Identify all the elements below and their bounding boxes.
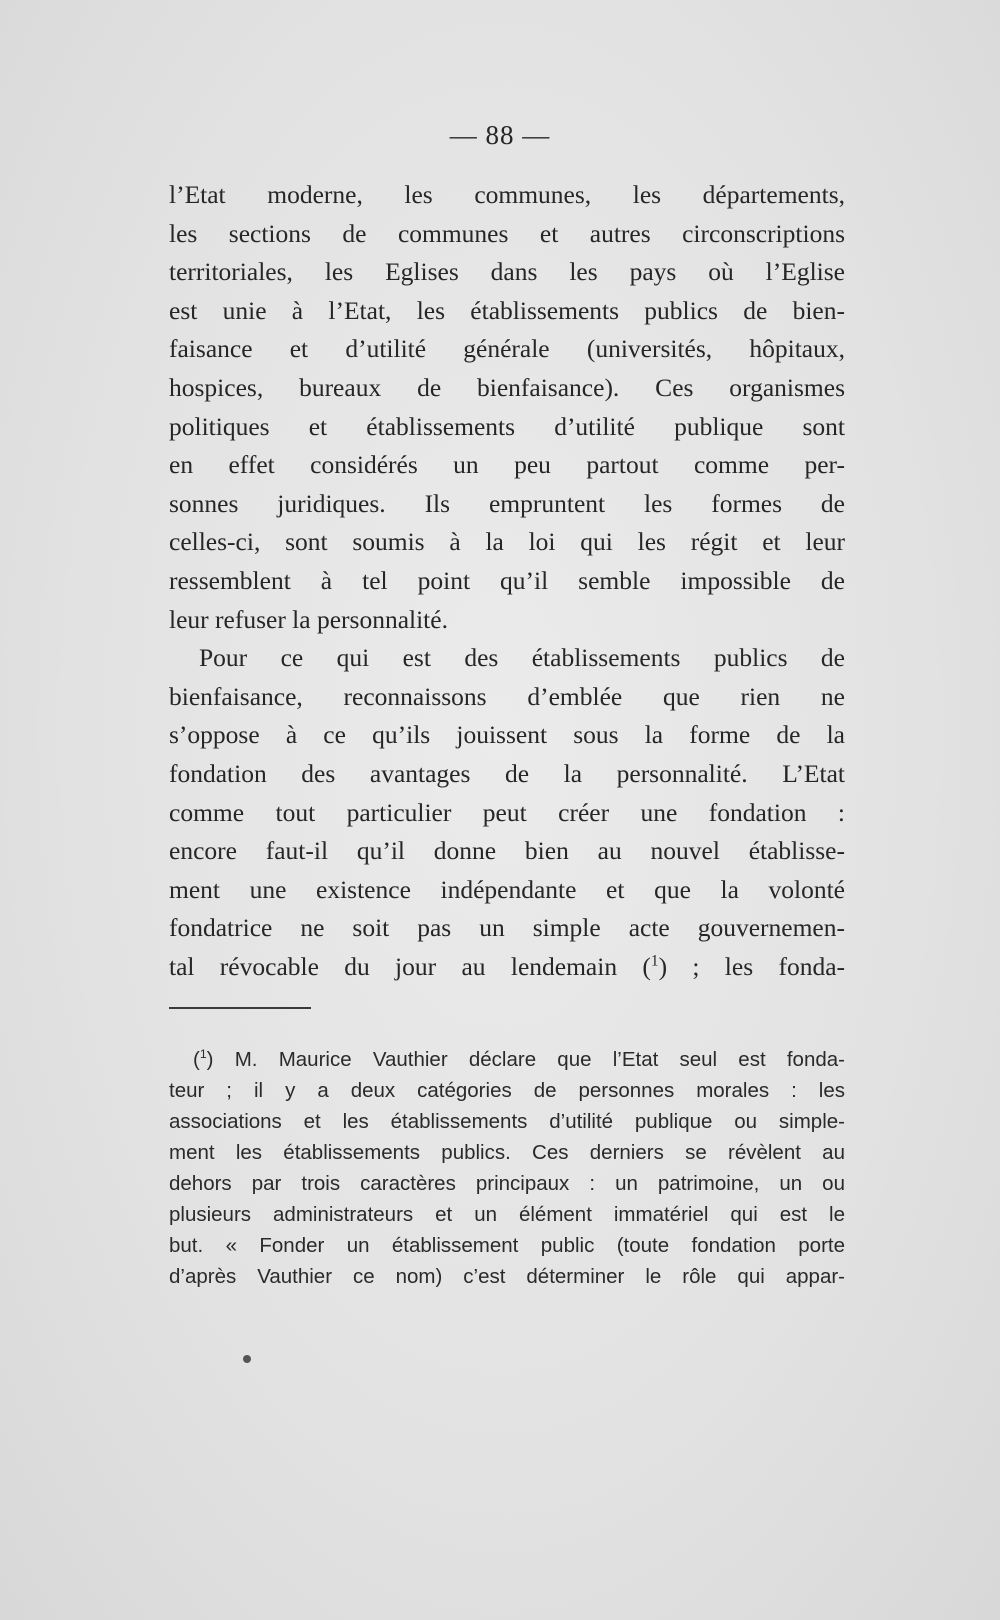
footnote-separator	[169, 1007, 311, 1009]
body-line: comme tout particulier peut créer une fondation :	[169, 797, 845, 827]
body-line-text: tal révocable du jour au lendemain	[169, 951, 618, 981]
body-line: territoriales, les Eglises dans les pays où l’Eglise	[169, 257, 845, 287]
footnote-line: ment les établissements publics. Ces derniers se révèlent au	[169, 1141, 845, 1164]
body-line: encore faut-il qu’il donne bien au nouvel établisse-	[169, 836, 845, 866]
body-line: s’oppose à ce qu’ils jouissent sous la forme de la	[169, 720, 845, 750]
body-text	[169, 176, 845, 986]
body-line-with-footnote-ref: tal révocable du jour au lendemain ($^1$) ; les fonda-	[169, 951, 845, 981]
footnote-line: associations et les établissements d’utilité publique ou simple-	[169, 1110, 845, 1133]
body-line-end: ; les fonda-	[667, 951, 845, 981]
body-line: ressemblent à tel point qu’il semble impossible de	[169, 565, 845, 595]
body-line: ment une existence indépendante et que la volonté	[169, 874, 845, 904]
body-line: hospices, bureaux de bienfaisance). Ces organismes	[169, 372, 845, 402]
page-number: — 88 —	[449, 120, 551, 150]
footnote	[169, 1044, 845, 1292]
body-line: est unie à l’Etat, les établissements publics de bien-	[169, 295, 845, 325]
body-line: celles-ci, sont soumis à la loi qui les régit et leur	[169, 527, 845, 557]
body-line: sonnes juridiques. Ils empruntent les formes de	[169, 488, 845, 518]
body-line: faisance et d’utilité générale (universités, hôpitaux,	[169, 334, 845, 364]
body-line: leur refuser la personnalité.	[169, 604, 448, 634]
body-line: politiques et établissements d’utilité publique sont	[169, 411, 845, 441]
footnote-line: dehors par trois caractères principaux : un patrimoine, un ou	[169, 1172, 845, 1195]
footnote-line: teur ; il y a deux catégories de personnes morales : les	[169, 1079, 845, 1102]
body-line: en effet considérés un peu partout comme per-	[169, 450, 845, 480]
footnote-line: d’après Vauthier ce nom) c’est déterminer le rôle qui appar-	[169, 1265, 845, 1288]
footnote-line-text: M. Maurice Vauthier déclare que l’Etat seul est fonda-	[234, 1048, 845, 1071]
body-line: fondation des avantages de la personnalité. L’Etat	[169, 758, 845, 788]
body-line: l’Etat moderne, les communes, les départements,	[169, 180, 845, 209]
body-line: les sections de communes et autres circonscriptions	[169, 218, 845, 248]
footnote-line: ($^1$) M. Maurice Vauthier déclare que l’Etat seul est fonda-	[193, 1047, 845, 1071]
footnote-marker: 1	[199, 1047, 207, 1062]
paragraph-start-line: Pour ce qui est des établissements publics de	[199, 643, 845, 673]
ink-speck	[243, 1355, 251, 1363]
footnote-reference: 1	[650, 952, 659, 970]
footnote-line: plusieurs administrateurs et un élément immatériel qui est le	[169, 1203, 845, 1226]
footnote-line: but. « Fonder un établissement public (toute fondation porte	[169, 1234, 845, 1257]
body-line: fondatrice ne soit pas un simple acte gouvernemen-	[169, 913, 845, 943]
body-line: bienfaisance, reconnaissons d’emblée que rien ne	[169, 681, 845, 711]
